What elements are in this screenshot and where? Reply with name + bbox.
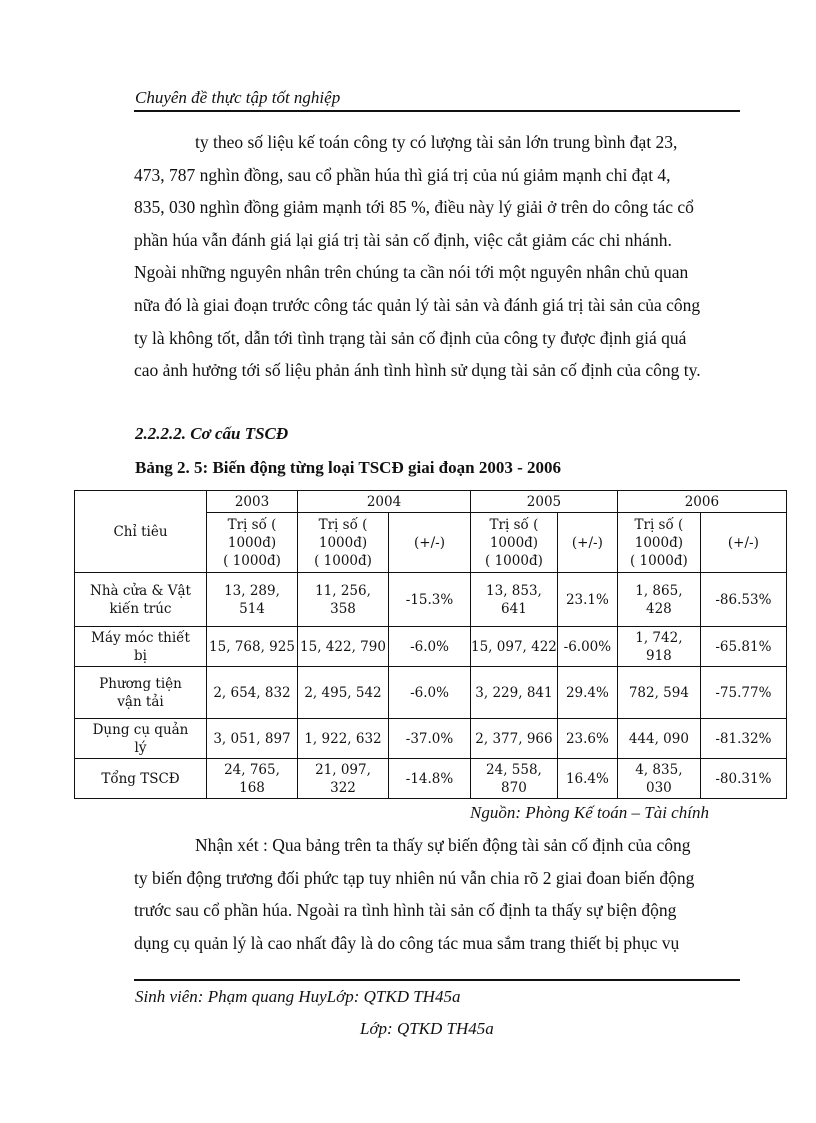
value-cell: 2, 495, 542 xyxy=(298,667,389,719)
value-cell: 15, 768, 925 xyxy=(207,627,298,667)
table-row xyxy=(75,573,787,627)
value-cell: 782, 594 xyxy=(617,667,700,719)
change-cell: -80.31% xyxy=(700,759,786,799)
change-cell: -37.0% xyxy=(389,719,471,759)
value-line: 514 xyxy=(239,600,265,617)
value-line: 24, 558, xyxy=(486,761,542,778)
row-label-line: kiến trúc xyxy=(109,600,172,617)
value-line: 1, 865, xyxy=(635,582,683,599)
row-label-line: Máy móc thiết xyxy=(91,629,190,646)
value-line: 428 xyxy=(646,600,672,617)
row-label-line: lý xyxy=(134,739,147,756)
value-cell xyxy=(298,573,389,627)
table-row-total xyxy=(75,759,787,799)
change-cell: -15.3% xyxy=(389,573,471,627)
value-line: 13, 853, xyxy=(486,582,542,599)
value-header-line: Trị số ( xyxy=(318,516,368,533)
change-cell: 23.6% xyxy=(557,719,617,759)
paragraph-line: 473, 787 nghìn đồng, sau cổ phần húa thì giá trị của nú giảm mạnh chỉ đạt 4, xyxy=(134,164,671,185)
value-cell xyxy=(471,759,558,799)
change-cell: -86.53% xyxy=(700,573,786,627)
value-cell: 1, 922, 632 xyxy=(298,719,389,759)
indicator-header: Chỉ tiêu xyxy=(75,491,207,573)
value-header-line: Trị số ( xyxy=(489,516,539,533)
year-header: 2003 xyxy=(207,491,298,513)
value-line: 358 xyxy=(330,600,356,617)
paragraph-line: nữa đó là giai đoạn trước công tác quản lý tài sản và đánh giá trị tài sản của công xyxy=(134,294,701,315)
paragraph-line: dụng cụ quản lý là cao nhất đây là do công tác mua sắm trang thiết bị phục vụ xyxy=(134,932,680,953)
change-cell: -6.0% xyxy=(389,667,471,719)
table-row xyxy=(75,719,787,759)
value-line: 322 xyxy=(330,779,356,796)
change-header: (+/-) xyxy=(389,513,471,573)
value-header-line: 1000đ) xyxy=(634,534,684,551)
page-header-title: Chuyên đề thực tập tốt nghiệp xyxy=(135,88,341,107)
paragraph-line: ty là không tốt, dẫn tới tình trạng tài sản cố định của công ty được định giá quá xyxy=(134,327,687,348)
value-cell xyxy=(617,573,700,627)
value-line: 24, 765, xyxy=(224,761,280,778)
value-header-line: 1000đ) xyxy=(227,534,277,551)
table-row xyxy=(75,627,787,667)
footer-divider xyxy=(134,979,740,981)
paragraph-comment xyxy=(134,829,740,959)
change-cell: 23.1% xyxy=(557,573,617,627)
paragraph-line: ty theo số liệu kế toán công ty có lượng tài sản lớn trung bình đạt 23, xyxy=(195,132,678,152)
value-cell: 3, 229, 841 xyxy=(471,667,558,719)
value-line: 1, 742, xyxy=(635,629,683,646)
table-header-row xyxy=(75,491,787,513)
row-label xyxy=(75,719,207,759)
value-cell: 2, 377, 966 xyxy=(471,719,558,759)
value-cell: 15, 097, 422 xyxy=(471,627,558,667)
value-header-line: ( 1000đ) xyxy=(629,552,688,569)
value-line: 918 xyxy=(646,647,672,664)
row-label-line: vận tải xyxy=(117,693,164,710)
row-label xyxy=(75,627,207,667)
value-header xyxy=(471,513,558,573)
value-line: 168 xyxy=(239,779,265,796)
change-header: (+/-) xyxy=(557,513,617,573)
change-cell: -6.00% xyxy=(557,627,617,667)
asset-structure-table xyxy=(74,490,787,799)
value-header xyxy=(207,513,298,573)
row-label xyxy=(75,573,207,627)
value-cell xyxy=(207,759,298,799)
value-cell xyxy=(617,759,700,799)
year-header: 2005 xyxy=(471,491,618,513)
value-cell xyxy=(617,627,700,667)
year-header: 2004 xyxy=(298,491,471,513)
row-label-line: Phương tiện xyxy=(99,675,182,692)
value-line: 641 xyxy=(501,600,527,617)
paragraph-line: trước sau cổ phần húa. Ngoài ra tình hình tài sản cố định ta thấy sự biện động xyxy=(134,900,677,921)
value-header xyxy=(617,513,700,573)
value-line: 11, 256, xyxy=(315,582,371,599)
value-cell: 444, 090 xyxy=(617,719,700,759)
footer-class-line: Lớp: QTKD TH45a xyxy=(360,1019,494,1038)
change-cell: -6.0% xyxy=(389,627,471,667)
row-label-line: Nhà cửa & Vật xyxy=(90,582,191,599)
paragraph-line: cao ảnh hưởng tới số liệu phản ánh tình hình sử dụng tài sản cố định của công ty. xyxy=(134,360,701,381)
value-line: 870 xyxy=(501,779,527,796)
value-header-line: ( 1000đ) xyxy=(314,552,372,569)
row-label-line: Dụng cụ quản xyxy=(92,721,189,738)
value-header-line: 1000đ) xyxy=(318,534,368,551)
value-cell xyxy=(298,759,389,799)
header-divider xyxy=(134,110,740,112)
change-cell: -75.77% xyxy=(700,667,786,719)
value-line: 21, 097, xyxy=(315,761,371,778)
change-cell: -81.32% xyxy=(700,719,786,759)
change-cell: 16.4% xyxy=(557,759,617,799)
paragraph-line: phần húa vẫn đánh giá lại giá trị tài sản cố định, việc cắt giảm các chi nhánh. xyxy=(134,229,672,250)
value-line: 13, 289, xyxy=(224,582,280,599)
value-header-line: ( 1000đ) xyxy=(485,552,543,569)
value-header-line: Trị số ( xyxy=(634,516,684,533)
table-title: Bảng 2. 5: Biến động từng loại TSCĐ giai đoạn 2003 - 2006 xyxy=(135,458,561,477)
value-cell xyxy=(471,573,558,627)
row-label: Tổng TSCĐ xyxy=(75,759,207,799)
value-line: 4, 835, xyxy=(635,761,683,778)
value-cell: 15, 422, 790 xyxy=(298,627,389,667)
paragraph-line: Nhận xét : Qua bảng trên ta thấy sự biến động tài sản cố định của công xyxy=(195,835,691,855)
table-source-note: Nguồn: Phòng Kế toán – Tài chính xyxy=(470,803,709,822)
table-row xyxy=(75,667,787,719)
value-header xyxy=(298,513,389,573)
value-cell: 2, 654, 832 xyxy=(207,667,298,719)
footer-student-line: Sinh viên: Phạm quang HuyLớp: QTKD TH45a xyxy=(135,987,461,1006)
value-header-line: 1000đ) xyxy=(489,534,539,551)
change-header: (+/-) xyxy=(700,513,786,573)
change-cell: -14.8% xyxy=(389,759,471,799)
year-header: 2006 xyxy=(617,491,786,513)
paragraph-line: Ngoài những nguyên nhân trên chúng ta cần nói tới một nguyên nhân chủ quan xyxy=(134,262,689,283)
paragraph-line: 835, 030 nghìn đồng giảm mạnh tới 85 %, điều này lý giải ở trên do công tác cổ xyxy=(134,197,694,218)
change-cell: -65.81% xyxy=(700,627,786,667)
value-cell xyxy=(207,573,298,627)
value-cell: 3, 051, 897 xyxy=(207,719,298,759)
paragraph-intro xyxy=(134,126,740,387)
value-header-line: Trị số ( xyxy=(227,516,277,533)
section-heading: 2.2.2.2. Cơ cấu TSCĐ xyxy=(135,424,289,443)
change-cell: 29.4% xyxy=(557,667,617,719)
value-line: 030 xyxy=(646,779,672,796)
paragraph-line: ty biến động trương đối phức tạp tuy nhiên nú vẫn chia rõ 2 giai đoan biến động xyxy=(134,867,695,888)
value-header-line: ( 1000đ) xyxy=(223,552,281,569)
row-label-line: bị xyxy=(134,647,147,664)
row-label xyxy=(75,667,207,719)
